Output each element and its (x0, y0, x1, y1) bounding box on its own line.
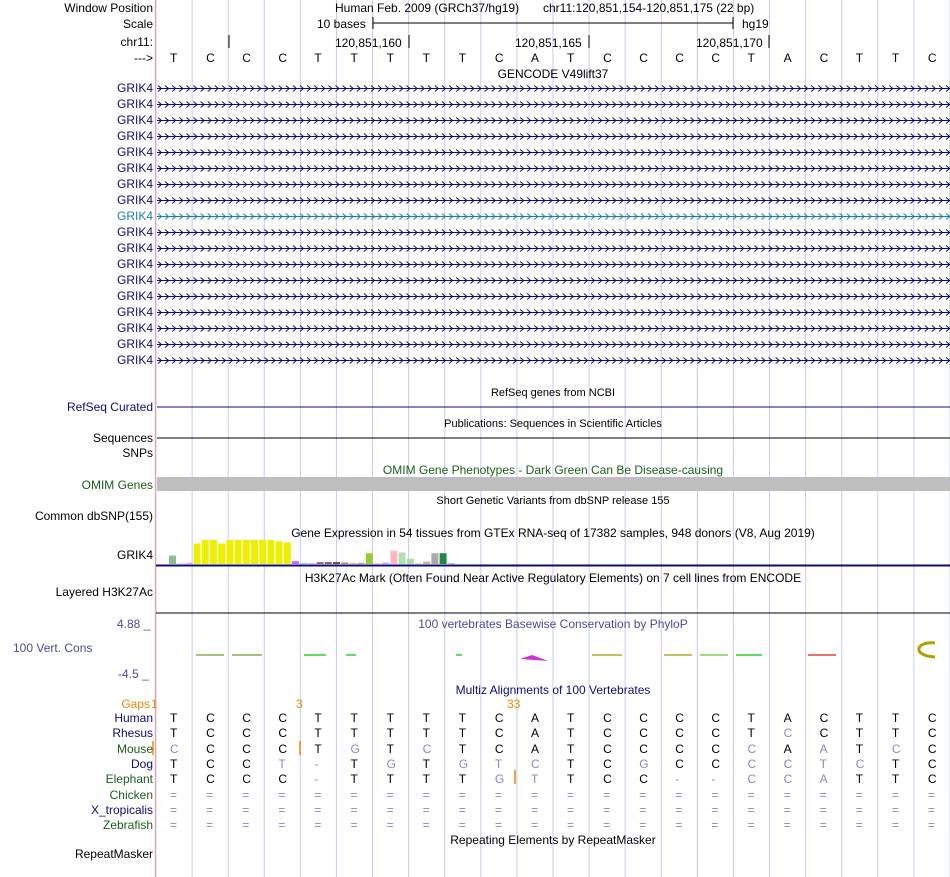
alignment-base: C (603, 756, 612, 771)
base-letter: C (494, 51, 504, 65)
alignment-species-label[interactable]: Human (114, 711, 153, 725)
gtex-bar (431, 553, 438, 564)
gencode-transcript-label[interactable]: GRIK4 (116, 257, 153, 271)
alignment-base: = (458, 802, 466, 817)
alignment-base: = (927, 787, 935, 802)
base-letter: C (675, 51, 684, 65)
omim-bar (157, 477, 950, 491)
gtex-bar (300, 563, 307, 564)
gtex-bar (423, 562, 430, 564)
phylop-score-mark (520, 655, 548, 661)
alignment-base: T (891, 756, 900, 771)
alignment-base: = (242, 818, 250, 833)
position-text[interactable]: chr11:120,851,154-120,851,175 (22 bp) (543, 1, 755, 15)
alignment-base: T (891, 711, 900, 725)
gtex-bar (292, 561, 299, 564)
alignment-base: C (927, 756, 937, 771)
gtex-bar (251, 540, 258, 564)
alignment-base: = (278, 787, 286, 802)
alignment-base: C (603, 741, 612, 756)
alignment-base: C (927, 711, 937, 725)
pubs-title[interactable]: Publications: Sequences in Scientific Articles (444, 418, 662, 430)
base-letter: T (458, 51, 467, 65)
gencode-transcript-label[interactable]: GRIK4 (116, 97, 153, 111)
h3k27ac-title[interactable]: H3K27Ac Mark (Often Found Near Active Regulatory Elements) on 7 cell lines from ENCODE (304, 571, 802, 585)
alignment-base: T (891, 772, 900, 787)
alignment-species-label[interactable]: Dog (130, 756, 153, 771)
alignment-base: C (747, 756, 757, 771)
alignment-base: = (567, 802, 575, 817)
alignment-base: = (314, 818, 322, 833)
alignment-base: - (314, 772, 319, 787)
alignment-base: T (278, 756, 286, 771)
refseq-label[interactable]: RefSeq Curated (66, 400, 153, 414)
alignment-base: T (314, 726, 322, 741)
alignment-base: T (819, 756, 827, 771)
gencode-transcript-label[interactable]: GRIK4 (116, 289, 153, 303)
alignment-base: C (494, 726, 504, 741)
base-letter: A (530, 51, 539, 65)
alignment-base: C (891, 741, 901, 756)
gtex-bar (382, 563, 389, 564)
scale-text: 10 bases (317, 17, 366, 31)
alignment-base: C (747, 741, 757, 756)
alignment-base: = (278, 818, 286, 833)
alignment-base: = (314, 787, 322, 802)
alignment-base: C (206, 772, 215, 787)
alignment-base: C (927, 726, 937, 741)
gtex-bar (325, 562, 332, 564)
alignment-base: = (206, 802, 214, 817)
base-letter: T (567, 51, 575, 65)
gtex-bar (194, 544, 201, 564)
alignment-base: T (350, 756, 358, 771)
alignment-base: = (855, 787, 863, 802)
alignment-base: C (783, 772, 793, 787)
alignment-base: C (278, 741, 287, 756)
gencode-transcript-label[interactable]: GRIK4 (116, 177, 153, 191)
alignment-base: T (314, 741, 322, 756)
alignment-base: C (675, 756, 684, 771)
alignment-base: T (458, 711, 467, 725)
alignment-base: C (783, 726, 793, 741)
alignment-base: G (386, 756, 396, 771)
h3k27ac-label[interactable]: Layered H3K27Ac (55, 585, 153, 599)
alignment-base: C (783, 756, 793, 771)
gtex-label[interactable]: GRIK4 (116, 548, 153, 562)
gtex-bar (185, 563, 192, 564)
phylop-min: -4.5 _ (118, 667, 149, 681)
window-position-label: Window Position (64, 1, 153, 15)
alignment-base: T (386, 772, 394, 787)
gtex-bar (259, 540, 266, 564)
alignment-base: = (350, 787, 358, 802)
alignment-species-label[interactable]: Mouse (116, 741, 153, 756)
alignment-base: = (855, 802, 863, 817)
alignment-base: = (747, 802, 755, 817)
base-letter: T (170, 51, 178, 65)
base-letter: T (422, 51, 431, 65)
alignment-base: C (927, 741, 937, 756)
gtex-bar (349, 563, 356, 564)
dbsnp-label[interactable]: Common dbSNP(155) (34, 509, 153, 523)
alignment-base: C (819, 711, 829, 725)
base-letter: T (350, 51, 358, 65)
alignment-base: T (530, 772, 539, 787)
phylop-max: 4.88 _ (117, 617, 151, 631)
gencode-transcript-label[interactable]: GRIK4 (116, 209, 153, 223)
alignment-base: C (639, 726, 648, 741)
alignment-base: C (422, 741, 432, 756)
gencode-title[interactable]: GENCODE V49lift37 (497, 67, 609, 81)
refseq-title[interactable]: RefSeq genes from NCBI (490, 387, 616, 399)
alignment-base: C (278, 711, 287, 725)
gtex-title[interactable]: Gene Expression in 54 tissues from GTEx RNA-seq of 17382 samples, 948 donors (V8, Aug 2019) (291, 526, 815, 540)
gencode-transcript-label[interactable]: GRIK4 (116, 353, 153, 367)
gencode-transcript-label[interactable]: GRIK4 (116, 193, 153, 207)
gtex-bar (202, 540, 209, 564)
alignment-base: = (206, 787, 214, 802)
gtex-bar (169, 556, 176, 564)
alignment-base: T (422, 711, 431, 725)
alignment-base: = (783, 802, 791, 817)
alignment-base: - (314, 756, 319, 771)
gencode-transcript-label[interactable]: GRIK4 (116, 225, 153, 239)
sequences-label[interactable]: Sequences (92, 431, 153, 445)
gencode-transcript-label[interactable]: GRIK4 (116, 337, 153, 351)
alignment-base: T (855, 741, 864, 756)
gap-count-3: 33 (507, 697, 521, 711)
alignment-base: C (639, 772, 648, 787)
gtex-bar (374, 563, 381, 564)
alignment-base: T (567, 741, 575, 756)
alignment-base: T (747, 726, 755, 741)
alignment-base: = (350, 818, 358, 833)
gtex-bar (440, 553, 447, 564)
alignment-base: = (350, 802, 358, 817)
gtex-bar (407, 559, 414, 564)
gtex-bar (390, 551, 397, 564)
alignment-base: T (855, 772, 864, 787)
coord-2: 120,851,165 (515, 36, 582, 50)
alignment-base: T (458, 772, 467, 787)
alignment-base: = (603, 818, 611, 833)
alignment-base: G (494, 772, 505, 787)
alignment-base: A (530, 726, 539, 741)
gtex-bar (210, 540, 217, 564)
alignment-base: C (242, 726, 251, 741)
repeatmasker-title[interactable]: Repeating Elements by RepeatMasker (450, 833, 656, 847)
gap-count-1: 1 (151, 697, 158, 711)
alignment-base: A (819, 772, 828, 787)
alignment-base: G (458, 756, 469, 771)
alignment-species-label[interactable]: X_tropicalis (90, 802, 153, 817)
alignment-base: C (711, 756, 721, 771)
alignment-base: = (242, 787, 250, 802)
gtex-bar (358, 563, 365, 564)
alignment-base: = (783, 787, 791, 802)
alignment-base: T (170, 726, 178, 741)
alignment-base: T (350, 726, 358, 741)
alignment-base: C (603, 726, 612, 741)
alignment-base: T (747, 711, 755, 725)
omim-label[interactable]: OMIM Genes (81, 478, 153, 492)
alignment-base: T (891, 726, 900, 741)
alignment-base: = (927, 818, 935, 833)
alignment-base: A (530, 741, 539, 756)
alignment-base: = (494, 802, 502, 817)
alignment-base: = (386, 787, 394, 802)
alignment-base: = (530, 818, 538, 833)
alignment-base: = (675, 787, 683, 802)
alignment-base: T (386, 711, 394, 725)
alignment-base: C (278, 772, 287, 787)
alignment-base: = (603, 802, 611, 817)
gap-count-2: 3 (296, 697, 303, 711)
alignment-base: = (278, 802, 286, 817)
alignment-base: T (494, 756, 503, 771)
alignment-base: = (891, 787, 899, 802)
alignment-base: = (314, 802, 322, 817)
gtex-bar (235, 540, 242, 564)
alignment-base: = (747, 787, 755, 802)
alignment-base: A (530, 711, 539, 725)
alignment-base: = (639, 818, 647, 833)
alignment-base: C (170, 741, 179, 756)
alignment-base: = (819, 802, 827, 817)
multiz-title[interactable]: Multiz Alignments of 100 Vertebrates (455, 683, 651, 697)
alignment-base: C (242, 711, 251, 725)
base-letter: A (783, 51, 792, 65)
alignment-base: T (314, 711, 322, 725)
alignment-base: = (711, 787, 719, 802)
alignment-base: - (675, 772, 680, 787)
scale-label: Scale (122, 17, 153, 31)
alignment-base: T (567, 711, 575, 725)
gtex-bar (317, 562, 324, 564)
alignment-base: = (927, 802, 935, 817)
alignment-base: = (855, 818, 863, 833)
gtex-bar (333, 562, 340, 564)
alignment-base: T (422, 772, 431, 787)
alignment-base: = (386, 818, 394, 833)
alignment-base: = (458, 818, 466, 833)
gtex-bar (276, 541, 283, 564)
gtex-bar (243, 540, 250, 564)
alignment-base: T (855, 726, 864, 741)
alignment-base: = (170, 818, 178, 833)
alignment-base: = (494, 818, 502, 833)
base-letter: C (711, 51, 721, 65)
alignment-base: = (494, 787, 502, 802)
alignment-base: T (386, 726, 394, 741)
alignment-base: = (819, 787, 827, 802)
gtex-bar (218, 544, 225, 564)
alignment-base: C (278, 726, 287, 741)
alignment-base: C (819, 726, 829, 741)
gencode-transcript-label[interactable]: GRIK4 (116, 321, 153, 335)
phylop-score-mark (919, 643, 935, 657)
alignment-base: = (891, 818, 899, 833)
gtex-bar (267, 540, 274, 564)
gtex-bar (284, 542, 291, 564)
alignment-base: T (458, 726, 467, 741)
alignment-base: = (530, 802, 538, 817)
alignment-base: C (639, 741, 648, 756)
alignment-base: T (567, 756, 575, 771)
alignment-base: C (206, 756, 215, 771)
gencode-transcript-label[interactable]: GRIK4 (116, 161, 153, 175)
alignment-base: C (530, 756, 540, 771)
base-letter: C (639, 51, 648, 65)
gaps-label[interactable]: Gaps (121, 697, 150, 711)
db-text: hg19 (742, 17, 769, 31)
gtex-bar (308, 563, 315, 564)
alignment-base: T (170, 756, 178, 771)
gencode-transcript-label[interactable]: GRIK4 (116, 145, 153, 159)
alignment-base: = (422, 787, 430, 802)
alignment-base: A (819, 741, 828, 756)
alignment-base: C (206, 726, 215, 741)
alignment-base: = (458, 787, 466, 802)
alignment-base: = (603, 787, 611, 802)
alignment-base: A (783, 741, 792, 756)
alignment-base: - (711, 772, 716, 787)
phylop-label[interactable]: 100 Vert. Cons (13, 641, 93, 655)
alignment-base: = (711, 818, 719, 833)
alignment-base: C (242, 741, 251, 756)
gtex-bar (341, 563, 348, 564)
alignment-species-label[interactable]: Chicken (109, 787, 153, 802)
alignment-base: = (783, 818, 791, 833)
alignment-base: C (603, 772, 612, 787)
alignment-base: = (170, 787, 178, 802)
alignment-base: = (206, 818, 214, 833)
alignment-base: C (675, 711, 684, 725)
alignment-species-label[interactable]: Elephant (105, 772, 153, 787)
alignment-base: C (242, 756, 251, 771)
base-letter: C (206, 51, 215, 65)
gencode-transcript-label[interactable]: GRIK4 (116, 113, 153, 127)
alignment-base: = (675, 802, 683, 817)
alignment-base: = (530, 787, 538, 802)
alignment-base: C (711, 711, 721, 725)
gencode-transcript-label[interactable]: GRIK4 (116, 81, 153, 95)
alignment-base: T (422, 756, 431, 771)
base-letter: T (855, 51, 864, 65)
omim-title[interactable]: OMIM Gene Phenotypes - Dark Green Can Be Disease-causing (382, 463, 724, 477)
alignment-base: C (206, 711, 215, 725)
alignment-base: T (170, 772, 178, 787)
alignment-base: T (350, 711, 358, 725)
alignment-base: T (855, 711, 864, 725)
alignment-base: = (639, 802, 647, 817)
gtex-bar (415, 563, 422, 564)
alignment-base: C (927, 772, 937, 787)
alignment-base: C (855, 756, 865, 771)
alignment-base: = (242, 802, 250, 817)
alignment-base: C (639, 711, 648, 725)
alignment-base: = (711, 802, 719, 817)
phylop-title[interactable]: 100 vertebrates Basewise Conservation by PhyloP (418, 617, 688, 631)
alignment-base: T (567, 772, 575, 787)
dbsnp-title[interactable]: Short Genetic Variants from dbSNP release 155 (436, 495, 670, 507)
alignment-base: = (386, 802, 394, 817)
alignment-base: = (422, 818, 430, 833)
alignment-base: C (747, 772, 757, 787)
alignment-base: C (711, 741, 721, 756)
alignment-base: = (747, 818, 755, 833)
alignment-base: C (603, 711, 612, 725)
alignment-base: T (170, 711, 178, 725)
alignment-base: = (639, 787, 647, 802)
gencode-transcript-label[interactable]: GRIK4 (116, 241, 153, 255)
repeatmasker-label[interactable]: RepeatMasker (74, 847, 153, 861)
alignment-base: = (819, 818, 827, 833)
alignment-base: = (567, 787, 575, 802)
alignment-base: T (422, 726, 431, 741)
alignment-base: C (206, 741, 215, 756)
alignment-base: C (675, 741, 684, 756)
alignment-base: G (639, 756, 649, 771)
base-letter: C (819, 51, 829, 65)
alignment-base: C (494, 741, 504, 756)
coord-3: 120,851,170 (696, 36, 763, 50)
gtex-bar (366, 553, 373, 564)
gencode-transcript-label[interactable]: GRIK4 (116, 129, 153, 143)
alignment-base: T (350, 772, 358, 787)
alignment-base: = (891, 802, 899, 817)
alignment-species-label[interactable]: Zebrafish (102, 818, 153, 833)
base-letter: C (603, 51, 612, 65)
base-letter: T (747, 51, 755, 65)
base-letter: T (314, 51, 322, 65)
base-letter: C (278, 51, 287, 65)
base-letter: T (386, 51, 394, 65)
chrom-label: chr11: (120, 35, 153, 49)
alignment-base: C (711, 726, 721, 741)
gtex-bar (448, 563, 455, 564)
alignment-base: = (170, 802, 178, 817)
gencode-transcript-label[interactable]: GRIK4 (116, 273, 153, 287)
alignment-base: C (494, 711, 504, 725)
alignment-base: G (350, 741, 360, 756)
gtex-bar (399, 552, 406, 564)
coord-1: 120,851,160 (335, 36, 402, 50)
alignment-base: T (567, 726, 575, 741)
alignment-base: T (386, 741, 394, 756)
base-letter: C (242, 51, 251, 65)
gtex-bar (226, 540, 233, 564)
assembly-text: Human Feb. 2009 (GRCh37/hg19) (335, 1, 520, 15)
strand-label: ---> (134, 51, 153, 65)
alignment-base: = (675, 818, 683, 833)
alignment-base: T (458, 741, 467, 756)
base-letter: C (927, 51, 937, 65)
snps-label[interactable]: SNPs (122, 446, 153, 460)
alignment-species-label[interactable]: Rhesus (112, 726, 153, 741)
alignment-base: = (422, 802, 430, 817)
alignment-base: C (242, 772, 251, 787)
alignment-base: = (567, 818, 575, 833)
base-letter: T (891, 51, 900, 65)
alignment-base: C (675, 726, 684, 741)
gencode-transcript-label[interactable]: GRIK4 (116, 305, 153, 319)
alignment-base: A (783, 711, 792, 725)
